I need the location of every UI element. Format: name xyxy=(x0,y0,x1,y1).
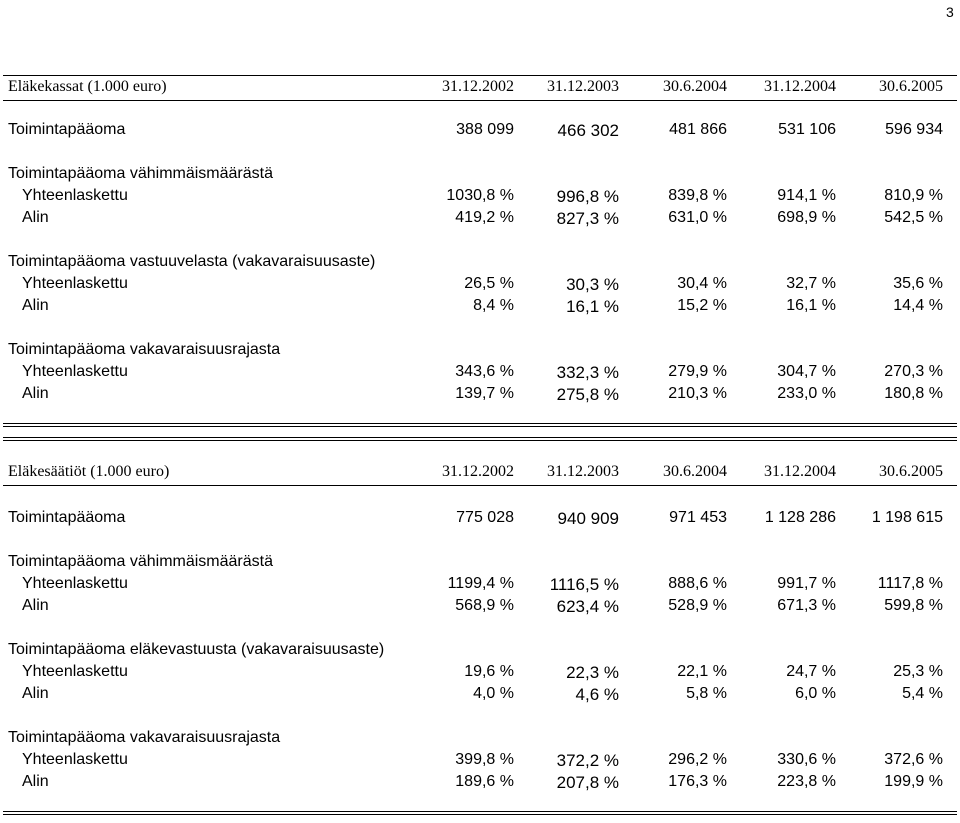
table-row xyxy=(0,773,960,795)
cell-value: 996,8 % xyxy=(556,187,619,206)
cell-value: 330,6 % xyxy=(777,751,836,768)
cell-value: 531 106 xyxy=(778,121,836,138)
cell-value: 343,6 % xyxy=(455,363,514,380)
cell-value: 542,5 % xyxy=(884,209,943,226)
header-rule xyxy=(3,100,957,101)
row-label: Alin xyxy=(22,597,49,614)
cell-value: 8,4 % xyxy=(473,297,514,314)
cell-value: 827,3 % xyxy=(556,209,619,228)
row-label: Alin xyxy=(22,209,49,226)
cell-value: 839,8 % xyxy=(668,187,727,204)
cell-value: 4,0 % xyxy=(473,685,514,702)
cell-value: 176,3 % xyxy=(668,773,727,790)
row-label: Yhteenlaskettu xyxy=(22,363,128,380)
table-row xyxy=(0,751,960,773)
row-label: Yhteenlaskettu xyxy=(22,187,128,204)
cell-value: 19,6 % xyxy=(464,663,514,680)
cell-value: 332,3 % xyxy=(556,363,619,382)
cell-value: 22,3 % xyxy=(566,663,619,682)
cell-value: 1 198 615 xyxy=(871,509,943,526)
table-row xyxy=(0,385,960,407)
cell-value: 24,7 % xyxy=(786,663,836,680)
cell-value: 596 934 xyxy=(885,121,943,138)
row-label: Alin xyxy=(22,297,49,314)
group-heading xyxy=(0,729,960,751)
cell-value: 180,8 % xyxy=(884,385,943,402)
cell-value: 388 099 xyxy=(456,121,514,138)
cell-value: 30,4 % xyxy=(677,275,727,292)
cell-value: 16,1 % xyxy=(786,297,836,314)
cell-value: 1199,4 % xyxy=(447,575,514,592)
cell-value: 568,9 % xyxy=(455,597,514,614)
group-heading xyxy=(0,341,960,363)
header-row xyxy=(0,463,960,485)
column-date: 31.12.2003 xyxy=(547,463,619,480)
cell-value: 14,4 % xyxy=(893,297,943,314)
cell-value: 304,7 % xyxy=(777,363,836,380)
cell-value: 971 453 xyxy=(669,509,727,526)
header-rule xyxy=(3,485,957,486)
row-label: Toimintapääoma xyxy=(8,121,126,138)
cell-value: 32,7 % xyxy=(786,275,836,292)
cell-value: 5,8 % xyxy=(686,685,727,702)
cell-value: 810,9 % xyxy=(884,187,943,204)
row-label: Alin xyxy=(22,773,49,790)
row-label: Alin xyxy=(22,385,49,402)
group-title: Toimintapääoma vastuuvelasta (vakavaraisuusaste) xyxy=(8,253,376,270)
cell-value: 1117,8 % xyxy=(877,575,943,592)
cell-value: 466 302 xyxy=(557,121,619,140)
cell-value: 372,2 % xyxy=(556,751,619,770)
cell-value: 22,1 % xyxy=(677,663,727,680)
table-row xyxy=(0,209,960,231)
cell-value: 528,9 % xyxy=(668,597,727,614)
table-row xyxy=(0,297,960,319)
column-date: 31.12.2002 xyxy=(442,463,514,480)
group-title: Toimintapääoma vakavaraisuusrajasta xyxy=(8,729,281,746)
header-row xyxy=(0,78,960,100)
cell-value: 15,2 % xyxy=(677,297,727,314)
table-row xyxy=(0,663,960,685)
cell-value: 914,1 % xyxy=(777,187,836,204)
cell-value: 30,3 % xyxy=(566,275,619,294)
bottom-rule xyxy=(3,811,957,815)
table-row xyxy=(0,597,960,619)
row-label: Yhteenlaskettu xyxy=(22,751,128,768)
column-date: 31.12.2004 xyxy=(764,463,836,480)
group-title: Toimintapääoma vähimmäismäärästä xyxy=(8,553,273,570)
cell-value: 270,3 % xyxy=(884,363,943,380)
cell-value: 631,0 % xyxy=(668,209,727,226)
bottom-rule xyxy=(3,423,957,427)
group-title: Toimintapääoma eläkevastuusta (vakavaraisuusaste) xyxy=(8,641,385,658)
cell-value: 16,1 % xyxy=(566,297,619,316)
cell-value: 210,3 % xyxy=(668,385,727,402)
cell-value: 1030,8 % xyxy=(446,187,514,204)
cell-value: 296,2 % xyxy=(668,751,727,768)
cell-value: 233,0 % xyxy=(777,385,836,402)
cell-value: 6,0 % xyxy=(795,685,836,702)
top-rule xyxy=(3,75,957,76)
cell-value: 199,9 % xyxy=(884,773,943,790)
group-title: Toimintapääoma vakavaraisuusrajasta xyxy=(8,341,281,358)
column-date: 30.6.2004 xyxy=(663,463,727,480)
capital-row xyxy=(0,121,960,143)
cell-value: 223,8 % xyxy=(777,773,836,790)
row-label: Yhteenlaskettu xyxy=(22,663,128,680)
table-row xyxy=(0,685,960,707)
cell-value: 623,4 % xyxy=(556,597,619,616)
column-date: 30.6.2005 xyxy=(879,463,943,480)
group-heading xyxy=(0,553,960,575)
table-row xyxy=(0,187,960,209)
cell-value: 275,8 % xyxy=(556,385,619,404)
row-label: Yhteenlaskettu xyxy=(22,575,128,592)
cell-value: 671,3 % xyxy=(777,597,836,614)
cell-value: 698,9 % xyxy=(777,209,836,226)
cell-value: 419,2 % xyxy=(455,209,514,226)
table-title: Eläkekassat (1.000 euro) xyxy=(8,78,167,95)
capital-row xyxy=(0,509,960,531)
row-label: Toimintapääoma xyxy=(8,509,126,526)
cell-value: 279,9 % xyxy=(668,363,727,380)
cell-value: 372,6 % xyxy=(884,751,943,768)
cell-value: 775 028 xyxy=(456,509,514,526)
cell-value: 481 866 xyxy=(669,121,727,138)
column-date: 31.12.2003 xyxy=(547,78,619,95)
table-title: Eläkesäätiöt (1.000 euro) xyxy=(8,463,170,480)
table-row xyxy=(0,275,960,297)
column-date: 31.12.2004 xyxy=(764,78,836,95)
cell-value: 26,5 % xyxy=(464,275,514,292)
column-date: 30.6.2005 xyxy=(879,78,943,95)
cell-value: 4,6 % xyxy=(575,685,619,704)
double-rule xyxy=(3,437,957,441)
cell-value: 599,8 % xyxy=(884,597,943,614)
row-label: Yhteenlaskettu xyxy=(22,275,128,292)
cell-value: 189,6 % xyxy=(455,773,514,790)
cell-value: 940 909 xyxy=(557,509,619,528)
table-row xyxy=(0,575,960,597)
group-heading xyxy=(0,165,960,187)
table-row xyxy=(0,363,960,385)
group-heading xyxy=(0,641,960,663)
cell-value: 888,6 % xyxy=(668,575,727,592)
row-label: Alin xyxy=(22,685,49,702)
cell-value: 991,7 % xyxy=(777,575,836,592)
cell-value: 25,3 % xyxy=(893,663,943,680)
group-title: Toimintapääoma vähimmäismäärästä xyxy=(8,165,273,182)
cell-value: 5,4 % xyxy=(902,685,943,702)
cell-value: 139,7 % xyxy=(455,385,514,402)
cell-value: 1116,5 % xyxy=(549,575,619,594)
column-date: 30.6.2004 xyxy=(663,78,727,95)
cell-value: 207,8 % xyxy=(556,773,619,792)
group-heading xyxy=(0,253,960,275)
cell-value: 399,8 % xyxy=(455,751,514,768)
page-number: 3 xyxy=(946,4,954,20)
column-date: 31.12.2002 xyxy=(442,78,514,95)
cell-value: 35,6 % xyxy=(893,275,943,292)
cell-value: 1 128 286 xyxy=(764,509,836,526)
